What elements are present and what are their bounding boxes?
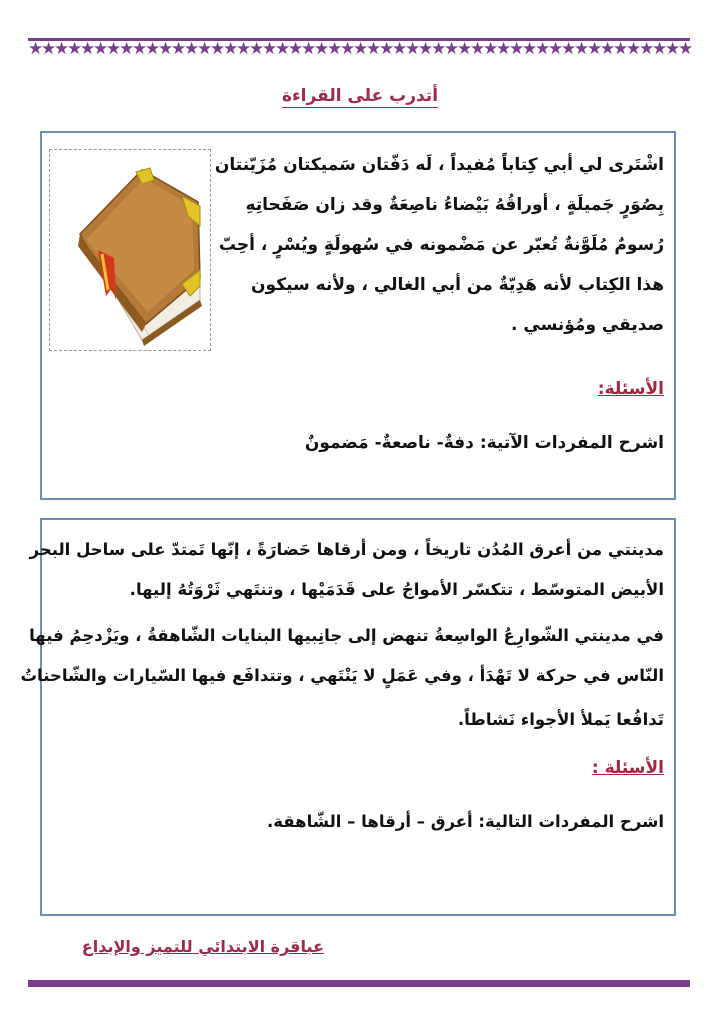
star-icon: ★ [327,39,343,59]
passage-2-box [20,518,676,916]
star-icon: ★ [262,39,278,59]
star-icon: ★ [80,39,96,59]
top-decorative-border [28,38,694,61]
star-icon: ★ [483,39,499,59]
star-icon: ★ [353,39,369,59]
star-icon: ★ [587,39,603,59]
star-icon: ★ [509,39,525,59]
star-icon: ★ [236,39,252,59]
star-icon: ★ [41,39,57,59]
star-icon: ★ [106,39,122,59]
star-icon: ★ [54,39,70,59]
star-icon: ★ [93,39,109,59]
questions-heading: الأسئلة: [597,379,664,399]
star-icon: ★ [340,39,356,59]
star-icon: ★ [457,39,473,59]
star-icon: ★ [522,39,538,59]
star-icon: ★ [301,39,317,59]
star-icon: ★ [470,39,486,59]
star-icon: ★ [314,39,330,59]
star-icon: ★ [171,39,187,59]
star-icon: ★ [535,39,551,59]
star-icon: ★ [600,39,616,59]
questions-heading: الأسئلة : [591,758,664,778]
star-icon: ★ [639,39,655,59]
passage-line: في مدينتي الشّوارِعُ الواسِعةُ تنهض إلى جانِبيها البنايات الشّاهقةُ ، ويَزْدحِمُ فيها [29,626,664,645]
passage-line: تَدافُعا يَملأ الأجواء نَشاطاً. [457,710,664,729]
star-icon: ★ [288,39,304,59]
star-icon: ★ [158,39,174,59]
star-icon: ★ [652,39,668,59]
star-icon: ★ [197,39,213,59]
star-icon: ★ [145,39,161,59]
question-text: اشرح المفردات الآتية: دفةٌ- ناصعةٌ- مَضمونٌ [304,433,664,453]
bottom-border [28,980,690,987]
passage-line: النّاس في حركة لا تَهْدَأ ، وفي عَمَلٍ لا يَنْتَهي ، وتتدافَع فيها السّيارات والشّاحناتُ [20,666,664,685]
star-icon: ★ [626,39,642,59]
book-icon [50,150,210,350]
passage-line: رُسومٌ مُلَوَّنةٌ تُعبّر عن مَضْمونه في سُهولَةٍ ويُسْرٍ ، أحِبّ [218,235,664,255]
questions-section-1 [64,369,664,463]
star-icon: ★ [132,39,148,59]
star-icon: ★ [67,39,83,59]
page-title: أتدرب على القراءة [281,86,439,106]
star-icon: ★ [184,39,200,59]
star-icon: ★ [574,39,590,59]
star-icon: ★ [613,39,629,59]
star-icon: ★ [223,39,239,59]
star-icon: ★ [678,39,694,59]
star-icon: ★ [366,39,382,59]
passage-2-text [20,530,664,842]
passage-1-box [40,131,676,500]
star-icon: ★ [496,39,512,59]
star-icon: ★ [119,39,135,59]
star-icon: ★ [418,39,434,59]
star-icon: ★ [444,39,460,59]
star-icon: ★ [392,39,408,59]
passage-1-text [214,145,664,345]
star-icon: ★ [665,39,681,59]
star-icon: ★ [210,39,226,59]
question-text: اشرح المفردات التالية: أعرق – أرقاها – الشّاهقة. [267,812,664,831]
passage-line: مدينتي من أعرق المُدُن تاريخاً ، ومن أرقاها حَضارَةً ، إنّها تَمتدّ على ساحل البحر [29,540,664,559]
star-icon: ★ [548,39,564,59]
star-icon: ★ [561,39,577,59]
passage-line: بِصُوَرٍ جَميلَةٍ ، أوراقُهُ بَيْضاءُ ناصِعَةٌ وقد زان صَفَحاتِهِ [245,195,664,215]
star-icon: ★ [249,39,265,59]
star-icon: ★ [275,39,291,59]
footer-credit: عباقرة الابتدائي للتميز والإبداع [81,937,324,956]
passage-line: الأبيض المتوسّط ، تتكسّر الأمواجُ على قَدَمَيْها ، وتنتَهي ثَرْوَتُهُ إليها. [129,580,664,599]
star-icon: ★ [431,39,447,59]
star-icon: ★ [28,39,44,59]
passage-line: هذا الكِتاب لأنه هَدِيّةٌ من أبي الغالي ، ولأنه سيكون [251,275,664,295]
star-icon: ★ [405,39,421,59]
star-icon: ★ [379,39,395,59]
passage-line: اشْتَرى لي أبي كِتاباً مُفيداً ، لَه دَفّتان سَميكتان مُزَيّنتان [214,155,664,175]
book-image-frame [49,149,211,351]
passage-line: صديقي ومُؤنسي . [511,315,664,335]
